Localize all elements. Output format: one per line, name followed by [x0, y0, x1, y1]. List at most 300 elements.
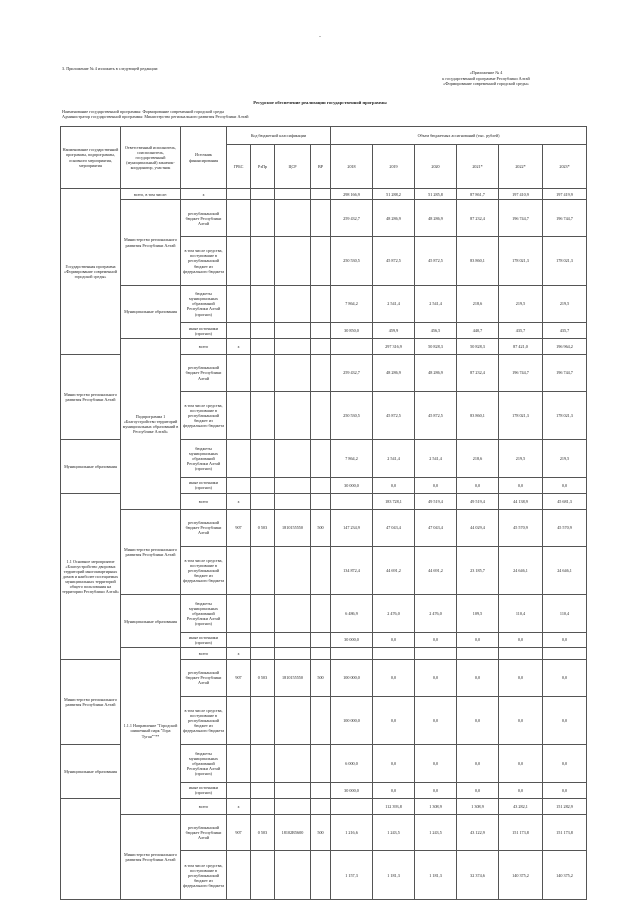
code-cell: 500 — [311, 659, 331, 696]
value-cell: 297 316,9 — [373, 339, 415, 355]
responsible-cell: Муниципальные образования — [121, 594, 181, 648]
code-cell — [311, 355, 331, 392]
source-cell: в том числе средства, поступившие в республиканский бюджет из федерального бюджета — [181, 237, 227, 285]
value-cell: 435,7 — [543, 323, 587, 339]
code-cell — [227, 355, 251, 392]
value-cell: 45 872,5 — [373, 237, 415, 285]
value-cell: 0,0 — [415, 659, 457, 696]
value-cell: 7 864,2 — [331, 440, 373, 478]
value-cell: 24 646,1 — [499, 546, 543, 594]
source-cell: бюджеты муниципальных образований Республики Алтай (прогноз) — [181, 594, 227, 632]
code-cell — [251, 391, 275, 439]
code-cell: 0 503 — [251, 814, 275, 851]
header-budget-code: Код бюджетной классификации — [227, 127, 331, 145]
code-cell — [275, 696, 311, 744]
code-cell — [275, 745, 311, 783]
source-cell: х — [227, 648, 251, 659]
row-total-label: всего — [181, 798, 227, 814]
code-cell — [311, 189, 331, 200]
table-row — [61, 200, 587, 237]
row-total-label: всего, в том числе: — [121, 189, 181, 200]
value-cell: 0,0 — [373, 782, 415, 798]
value-cell: 134 872,4 — [331, 546, 373, 594]
code-cell — [251, 594, 275, 632]
value-cell: 48 286,9 — [373, 200, 415, 237]
source-cell: иные источники (прогноз) — [181, 477, 227, 493]
program-name-line: Наименование государственной программы: Формирование современной городской среды — [62, 109, 225, 114]
code-cell — [227, 391, 251, 439]
value-cell: 178 021,3 — [543, 391, 587, 439]
code-cell — [331, 798, 373, 814]
source-cell: х — [227, 798, 251, 814]
value-cell: 151 173,8 — [499, 814, 543, 851]
code-cell — [275, 648, 311, 659]
value-cell: 50 828,3 — [457, 339, 499, 355]
value-cell: 48 286,9 — [415, 200, 457, 237]
value-cell: 0,0 — [457, 477, 499, 493]
responsible-cell: Министерство регионального развития Республики Алтай — [121, 200, 181, 285]
source-cell: х — [181, 189, 227, 200]
code-cell — [275, 477, 311, 493]
value-cell: 7 864,2 — [331, 285, 373, 323]
value-cell — [415, 648, 457, 659]
value-cell: 1 216,6 — [331, 814, 373, 851]
code-cell — [251, 189, 275, 200]
code-cell — [275, 632, 311, 648]
code-cell: 18102R5600 — [275, 814, 311, 851]
code-cell — [227, 745, 251, 783]
header-year: 2021* — [457, 145, 499, 189]
responsible-cell: Муниципальные образования — [121, 285, 181, 339]
value-cell: 0,0 — [499, 782, 543, 798]
code-cell — [251, 696, 275, 744]
table-row — [61, 509, 587, 546]
code-cell — [227, 594, 251, 632]
value-cell: 109,5 — [457, 594, 499, 632]
code-cell — [275, 851, 311, 900]
code-cell — [311, 782, 331, 798]
code-cell — [311, 798, 331, 814]
value-cell: 2 541,4 — [373, 440, 415, 478]
code-cell — [227, 546, 251, 594]
source-cell: республиканский бюджет Республики Алтай — [181, 200, 227, 237]
code-cell — [275, 200, 311, 237]
value-cell: 140 375,2 — [543, 851, 587, 900]
value-cell: 0,0 — [457, 696, 499, 744]
value-cell: 0,0 — [457, 632, 499, 648]
value-cell: 44 691,2 — [415, 546, 457, 594]
code-cell: 907 — [227, 814, 251, 851]
value-cell: 1 181,3 — [373, 851, 415, 900]
value-cell: 51 285,8 — [415, 189, 457, 200]
value-cell: 2 476,0 — [415, 594, 457, 632]
item-name — [61, 798, 121, 899]
value-cell: 0,0 — [499, 477, 543, 493]
value-cell: 45 872,5 — [415, 237, 457, 285]
value-cell: 259 432,7 — [331, 355, 373, 392]
table-body — [61, 189, 587, 900]
value-cell: 0,0 — [543, 782, 587, 798]
value-cell: 24 646,1 — [543, 546, 587, 594]
program-info — [62, 109, 249, 120]
code-cell — [275, 798, 311, 814]
code-cell — [311, 696, 331, 744]
code-cell — [311, 200, 331, 237]
code-cell — [275, 594, 311, 632]
responsible-cell: Министерство регионального развития Республики Алтай — [61, 355, 121, 440]
code-cell — [311, 285, 331, 323]
value-cell: 0,0 — [543, 659, 587, 696]
table-row — [61, 339, 587, 355]
value-cell: 49 519,4 — [415, 493, 457, 509]
value-cell: 440,7 — [457, 323, 499, 339]
item-name: 1.1.1 Направление "Городской шишечный парк "Гора Тугая""** — [121, 648, 181, 814]
code-cell — [311, 477, 331, 493]
code-cell — [227, 237, 251, 285]
value-cell: 2 476,0 — [373, 594, 415, 632]
value-cell: 0,0 — [415, 745, 457, 783]
code-cell — [331, 493, 373, 509]
code-cell — [311, 493, 331, 509]
value-cell — [373, 648, 415, 659]
code-cell — [227, 477, 251, 493]
header-code: ЦСР — [275, 145, 311, 189]
header-code: ВР — [311, 145, 331, 189]
header-volume: Объем бюджетных ассигнований (тыс. рублей) — [331, 127, 587, 145]
table-row — [61, 648, 587, 659]
code-cell: 907 — [227, 509, 251, 546]
code-cell — [311, 323, 331, 339]
source-cell: х — [227, 493, 251, 509]
value-cell: 151 173,8 — [543, 814, 587, 851]
responsible-cell: Министерство регионального развития Республики Алтай — [121, 814, 181, 899]
value-cell: 0,0 — [543, 745, 587, 783]
value-cell: 183 728,1 — [373, 493, 415, 509]
source-cell: республиканский бюджет Республики Алтай — [181, 659, 227, 696]
value-cell: 219,5 — [543, 285, 587, 323]
value-cell: 1 308,9 — [415, 798, 457, 814]
code-cell — [275, 493, 311, 509]
value-cell: 218,6 — [457, 440, 499, 478]
code-cell: 500 — [311, 509, 331, 546]
header-responsible: Ответственный исполнитель, соисполнитель, государственный (муниципальный) заказчик-координатор, участник — [121, 127, 181, 189]
value-cell: 2 541,4 — [373, 285, 415, 323]
code-cell — [275, 440, 311, 478]
value-cell: 44 138,9 — [499, 493, 543, 509]
value-cell: 1 181,3 — [415, 851, 457, 900]
value-cell: 1 243,5 — [373, 814, 415, 851]
value-cell: 0,0 — [499, 632, 543, 648]
appendix-line-1: «Приложение № 4 — [469, 70, 503, 75]
value-cell: 0,0 — [499, 696, 543, 744]
responsible-cell: Муниципальные образования — [61, 440, 121, 494]
value-cell: 178 021,3 — [499, 391, 543, 439]
code-cell — [251, 851, 275, 900]
code-cell — [251, 648, 275, 659]
code-cell — [311, 440, 331, 478]
value-cell: 0,0 — [373, 745, 415, 783]
header-name: Наименование государственной программы, подпрограммы, основного мероприятия, мероприятия — [61, 127, 121, 189]
code-cell — [311, 339, 331, 355]
code-cell: 907 — [227, 659, 251, 696]
header-year: 2019 — [373, 145, 415, 189]
code-cell — [251, 323, 275, 339]
code-cell — [227, 782, 251, 798]
row-total-label: всего — [181, 648, 227, 659]
value-cell: 48 286,9 — [415, 355, 457, 392]
code-cell: 500 — [311, 814, 331, 851]
code-cell — [227, 632, 251, 648]
value-cell: 0,0 — [499, 659, 543, 696]
value-cell: 197 419,9 — [543, 189, 587, 200]
value-cell: 0,0 — [415, 632, 457, 648]
table-row — [61, 594, 587, 632]
value-cell: 6 000,0 — [331, 745, 373, 783]
value-cell: 0,0 — [373, 659, 415, 696]
value-cell: 218,6 — [457, 285, 499, 323]
source-cell: иные источники (прогноз) — [181, 782, 227, 798]
value-cell: 30 000,0 — [331, 632, 373, 648]
code-cell — [311, 546, 331, 594]
value-cell: 178 021,3 — [543, 237, 587, 285]
value-cell: 219,5 — [499, 440, 543, 478]
code-cell — [227, 189, 251, 200]
row-total-label: всего — [181, 339, 227, 355]
value-cell: 0,0 — [543, 632, 587, 648]
value-cell: 110,4 — [543, 594, 587, 632]
code-cell — [275, 355, 311, 392]
code-cell: 1810155550 — [275, 659, 311, 696]
code-cell — [251, 782, 275, 798]
value-cell: 0,0 — [457, 782, 499, 798]
code-cell — [227, 285, 251, 323]
source-cell: иные источники (прогноз) — [181, 323, 227, 339]
value-cell: 298 166,9 — [331, 189, 373, 200]
value-cell: 83 860,1 — [457, 391, 499, 439]
value-cell: 87 861,7 — [457, 189, 499, 200]
appendix-line-3: «Формирование современной городской среды» — [443, 81, 529, 87]
code-cell — [251, 440, 275, 478]
value-cell: 459,9 — [373, 323, 415, 339]
code-cell — [311, 632, 331, 648]
code-cell — [227, 696, 251, 744]
row-total-label: всего — [181, 493, 227, 509]
code-cell — [227, 323, 251, 339]
value-cell: 178 021,3 — [499, 237, 543, 285]
value-cell: 30 850,0 — [331, 323, 373, 339]
document-title: Ресурсное обеспечение реализации государственной программы — [253, 100, 387, 105]
source-cell: х — [227, 339, 251, 355]
code-cell — [331, 648, 373, 659]
value-cell: 196 744,7 — [499, 355, 543, 392]
source-cell: иные источники (прогноз) — [181, 632, 227, 648]
source-cell: республиканский бюджет Республики Алтай — [181, 509, 227, 546]
code-cell — [251, 477, 275, 493]
code-cell: 1810155550 — [275, 509, 311, 546]
responsible-cell: Министерство регионального развития Республики Алтай — [61, 659, 121, 744]
value-cell: 0,0 — [543, 477, 587, 493]
code-cell — [227, 440, 251, 478]
value-cell: 196 964,2 — [543, 339, 587, 355]
code-cell — [311, 237, 331, 285]
value-cell: 250 530,5 — [331, 391, 373, 439]
value-cell: 45 872,5 — [373, 391, 415, 439]
table-row — [61, 189, 587, 200]
resource-table — [60, 126, 587, 900]
code-cell — [311, 594, 331, 632]
code-cell — [251, 546, 275, 594]
value-cell: 44 691,2 — [373, 546, 415, 594]
code-cell — [311, 851, 331, 900]
code-cell — [275, 339, 311, 355]
value-cell: 0,0 — [499, 745, 543, 783]
value-cell: 0,0 — [415, 477, 457, 493]
value-cell: 112 393,8 — [373, 798, 415, 814]
value-cell: 32 374,6 — [457, 851, 499, 900]
value-cell: 45 570,9 — [499, 509, 543, 546]
code-cell — [311, 745, 331, 783]
value-cell — [499, 648, 543, 659]
value-cell: 100 000,0 — [331, 696, 373, 744]
value-cell: 44 029,4 — [457, 509, 499, 546]
value-cell: 0,0 — [457, 659, 499, 696]
source-cell: в том числе средства, поступившие в республиканский бюджет из федерального бюджета — [181, 391, 227, 439]
value-cell: 1 308,9 — [457, 798, 499, 814]
code-cell — [275, 323, 311, 339]
header-code: ГРБС — [227, 145, 251, 189]
value-cell: 435,7 — [499, 323, 543, 339]
value-cell: 47 043,4 — [415, 509, 457, 546]
value-cell: 0,0 — [415, 782, 457, 798]
code-cell — [251, 632, 275, 648]
value-cell: 110,4 — [499, 594, 543, 632]
value-cell: 87 232,4 — [457, 200, 499, 237]
source-cell: в том числе средства, поступившие в республиканский бюджет из федерального бюджета — [181, 851, 227, 900]
value-cell: 140 375,2 — [499, 851, 543, 900]
table-row — [61, 285, 587, 323]
source-cell: бюджеты муниципальных образований Республики Алтай (прогноз) — [181, 745, 227, 783]
source-cell: в том числе средства, поступившие в республиканский бюджет из федерального бюджета — [181, 546, 227, 594]
value-cell: 47 043,4 — [373, 509, 415, 546]
code-cell — [251, 745, 275, 783]
value-cell: 43 122,9 — [457, 814, 499, 851]
code-cell — [227, 851, 251, 900]
source-cell: бюджеты муниципальных образований Республики Алтай (прогноз) — [181, 440, 227, 478]
value-cell: 259 432,7 — [331, 200, 373, 237]
header-year: 2022* — [499, 145, 543, 189]
code-cell — [311, 648, 331, 659]
code-cell — [275, 391, 311, 439]
value-cell: 0,0 — [373, 477, 415, 493]
value-cell: 23 185,7 — [457, 546, 499, 594]
code-cell — [251, 798, 275, 814]
value-cell: 30 000,0 — [331, 782, 373, 798]
value-cell: 45 570,9 — [543, 509, 587, 546]
value-cell: 147 234,9 — [331, 509, 373, 546]
value-cell: 2 541,4 — [415, 440, 457, 478]
code-cell — [331, 339, 373, 355]
value-cell: 0,0 — [543, 696, 587, 744]
header-year: 2018 — [331, 145, 373, 189]
item-name: 1.1 Основное мероприятие «Благоустройство дворовых территорий многоквартирных домов и наиболее посещаемых муниципальных территорий общего пользования на территории Республики Алтай» — [61, 493, 121, 659]
value-cell: 0,0 — [415, 696, 457, 744]
value-cell: 0,0 — [373, 632, 415, 648]
page-mark: .. — [318, 34, 322, 39]
value-cell: 0,0 — [373, 696, 415, 744]
appendix-line-2: к государственной программе Республики Алтай — [442, 75, 530, 81]
value-cell: 51 288,2 — [373, 189, 415, 200]
value-cell: 250 530,5 — [331, 237, 373, 285]
value-cell: 456,5 — [415, 323, 457, 339]
table-row — [61, 814, 587, 851]
code-cell — [275, 189, 311, 200]
value-cell: 196 744,7 — [499, 200, 543, 237]
responsible-cell: Муниципальные образования — [61, 745, 121, 799]
value-cell: 83 860,1 — [457, 237, 499, 285]
source-cell: республиканский бюджет Республики Алтай — [181, 355, 227, 392]
value-cell: 196 744,7 — [543, 355, 587, 392]
responsible-cell: Министерство регионального развития Республики Алтай — [121, 509, 181, 594]
program-admin-line: Администратор государственной программы: Министерство регионального развития Республики Алтай — [62, 114, 249, 120]
code-cell — [251, 237, 275, 285]
code-cell: 0 503 — [251, 659, 275, 696]
value-cell: 87 232,4 — [457, 355, 499, 392]
header-year: 2023* — [543, 145, 587, 189]
value-cell: 50 828,3 — [415, 339, 457, 355]
value-cell: 45 681,3 — [543, 493, 587, 509]
value-cell: 6 486,9 — [331, 594, 373, 632]
value-cell: 0,0 — [457, 745, 499, 783]
code-cell — [251, 493, 275, 509]
source-cell: республиканский бюджет Республики Алтай — [181, 814, 227, 851]
code-cell — [251, 285, 275, 323]
code-cell — [251, 339, 275, 355]
code-cell — [251, 355, 275, 392]
item-name: Подпрограмма 1 «Благоустройство территорий муниципальных образований в Республике Алтай» — [121, 339, 181, 510]
code-cell — [275, 285, 311, 323]
value-cell: 100 000,0 — [331, 659, 373, 696]
value-cell — [457, 648, 499, 659]
code-cell: 0 503 — [251, 509, 275, 546]
code-cell — [251, 200, 275, 237]
value-cell: 45 872,5 — [415, 391, 457, 439]
value-cell — [543, 648, 587, 659]
value-cell: 1 243,5 — [415, 814, 457, 851]
code-cell — [311, 391, 331, 439]
value-cell: 1 157,3 — [331, 851, 373, 900]
item-name: Государственная программа «Формирование современной городской среды» — [61, 189, 121, 355]
code-cell — [275, 782, 311, 798]
value-cell: 87 421,0 — [499, 339, 543, 355]
header-code: РзПр — [251, 145, 275, 189]
header-year: 2020 — [415, 145, 457, 189]
value-cell: 43 282,1 — [499, 798, 543, 814]
header-source: Источник финансирования — [181, 127, 227, 189]
value-cell: 219,5 — [543, 440, 587, 478]
value-cell: 30 000,0 — [331, 477, 373, 493]
value-cell: 48 286,9 — [373, 355, 415, 392]
source-cell: в том числе средства, поступившие в республиканский бюджет из федерального бюджета — [181, 696, 227, 744]
value-cell: 2 541,4 — [415, 285, 457, 323]
value-cell: 151 282,9 — [543, 798, 587, 814]
value-cell: 197 410,9 — [499, 189, 543, 200]
code-cell — [275, 546, 311, 594]
value-cell: 49 519,4 — [457, 493, 499, 509]
source-cell: бюджеты муниципальных образований Республики Алтай (прогноз) — [181, 285, 227, 323]
value-cell: 219,5 — [499, 285, 543, 323]
code-cell — [275, 237, 311, 285]
value-cell: 196 744,7 — [543, 200, 587, 237]
